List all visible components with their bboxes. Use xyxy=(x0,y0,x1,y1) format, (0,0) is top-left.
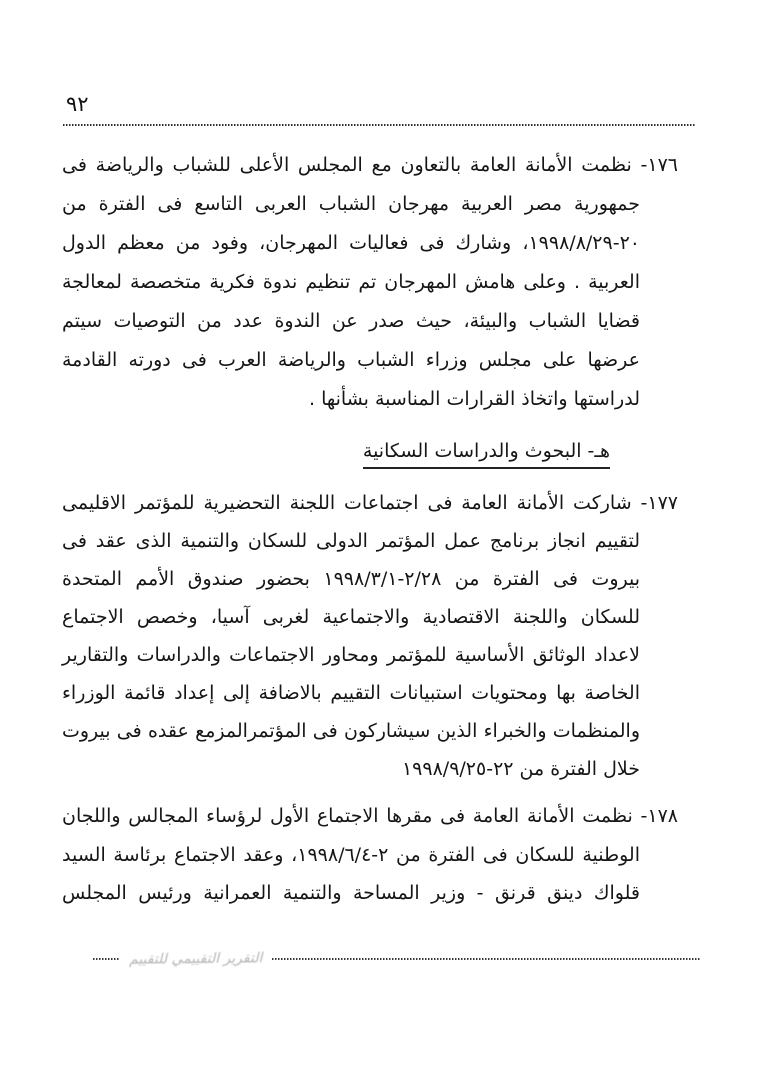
paragraph-176-line: ٢٠-١٩٩٨/٨/٢٩، وشارك فى فعاليات المهرجان، وفود من معظم الدول xyxy=(62,232,640,254)
paragraph-177-line: للسكان واللجنة الاقتصادية والاجتماعية لغربى آسيا، وخصص الاجتماع xyxy=(62,606,640,628)
page-number: ٩٢ xyxy=(66,92,89,116)
paragraph-176-line: جمهورية مصر العربية مهرجان الشباب العربى التاسع فى الفترة من xyxy=(62,193,640,215)
paragraph-177-line: والمنظمات والخبراء الذين سيشاركون فى المؤتمرالمزمع عقده فى بيروت xyxy=(62,720,640,742)
paragraph-176-line: لدراستها واتخاذ القرارات المناسبة بشأنها . xyxy=(309,388,640,410)
paragraph-177-line: الخاصة بها ومحتويات استبيانات التقييم بالاضافة إلى إعداد قائمة الوزراء xyxy=(62,682,640,704)
paragraph-177-line: بيروت فى الفترة من ٢/٢٨-١٩٩٨/٣/١ بحضور صندوق الأمم المتحدة xyxy=(62,568,640,590)
paragraph-178-line: قلواك دينق قرنق - وزير المساحة والتنمية العمرانية ورئيس المجلس xyxy=(62,882,640,904)
footer xyxy=(93,949,700,969)
paragraph-177-line: ١٧٧- شاركت الأمانة العامة فى اجتماعات اللجنة التحضيرية للمؤتمر الاقليمى xyxy=(62,492,678,514)
paragraph-177-line: لتقييم انجاز برنامج عمل المؤتمر الدولى للسكان والتنمية الذى عقد فى xyxy=(62,530,640,552)
footer-dotted-rule-left xyxy=(93,958,119,960)
footer-dotted-rule xyxy=(272,958,700,960)
illegible-faint-script: التقرير التقييمي للتقييم xyxy=(128,950,263,968)
paragraph-178-line: الوطنية للسكان فى الفترة من ٢-١٩٩٨/٦/٤، وعقد الاجتماع برئاسة السيد xyxy=(62,843,640,866)
paragraph-178-line: ١٧٨- نظمت الأمانة العامة فى مقرها الاجتماع الأول لرؤساء المجالس واللجان xyxy=(62,805,678,827)
paragraph-176 xyxy=(62,146,678,419)
section-heading-underlined-text: هـ- البحوث والدراسات السكانية xyxy=(363,440,610,469)
paragraph-178 xyxy=(62,797,678,913)
paragraph-177-line: لاعداد الوثائق الأساسية للمؤتمر ومحاور الاجتماعات والدراسات والتقارير xyxy=(62,644,640,666)
paragraph-176-line: قضايا الشباب والبيئة، حيث صدر عن الندوة عدد من التوصيات سيتم xyxy=(62,310,640,332)
paragraph-176-line: العربية . وعلى هامش المهرجان تم تنظيم ندوة فكرية متخصصة لمعالجة xyxy=(62,271,640,293)
section-heading xyxy=(62,434,678,468)
paragraph-176-line: ١٧٦- نظمت الأمانة العامة بالتعاون مع المجلس الأعلى للشباب والرياضة فى xyxy=(62,154,678,176)
paragraph-176-line: عرضها على مجلس وزراء الشباب والرياضة العرب فى دورته القادمة xyxy=(62,349,640,371)
paragraph-177-line: خلال الفترة من ٢٢-١٩٩٨/٩/٢٥ xyxy=(401,758,640,780)
header-dotted-rule xyxy=(63,124,695,126)
paragraph-177 xyxy=(62,484,678,788)
section-heading-wrap xyxy=(62,434,678,468)
